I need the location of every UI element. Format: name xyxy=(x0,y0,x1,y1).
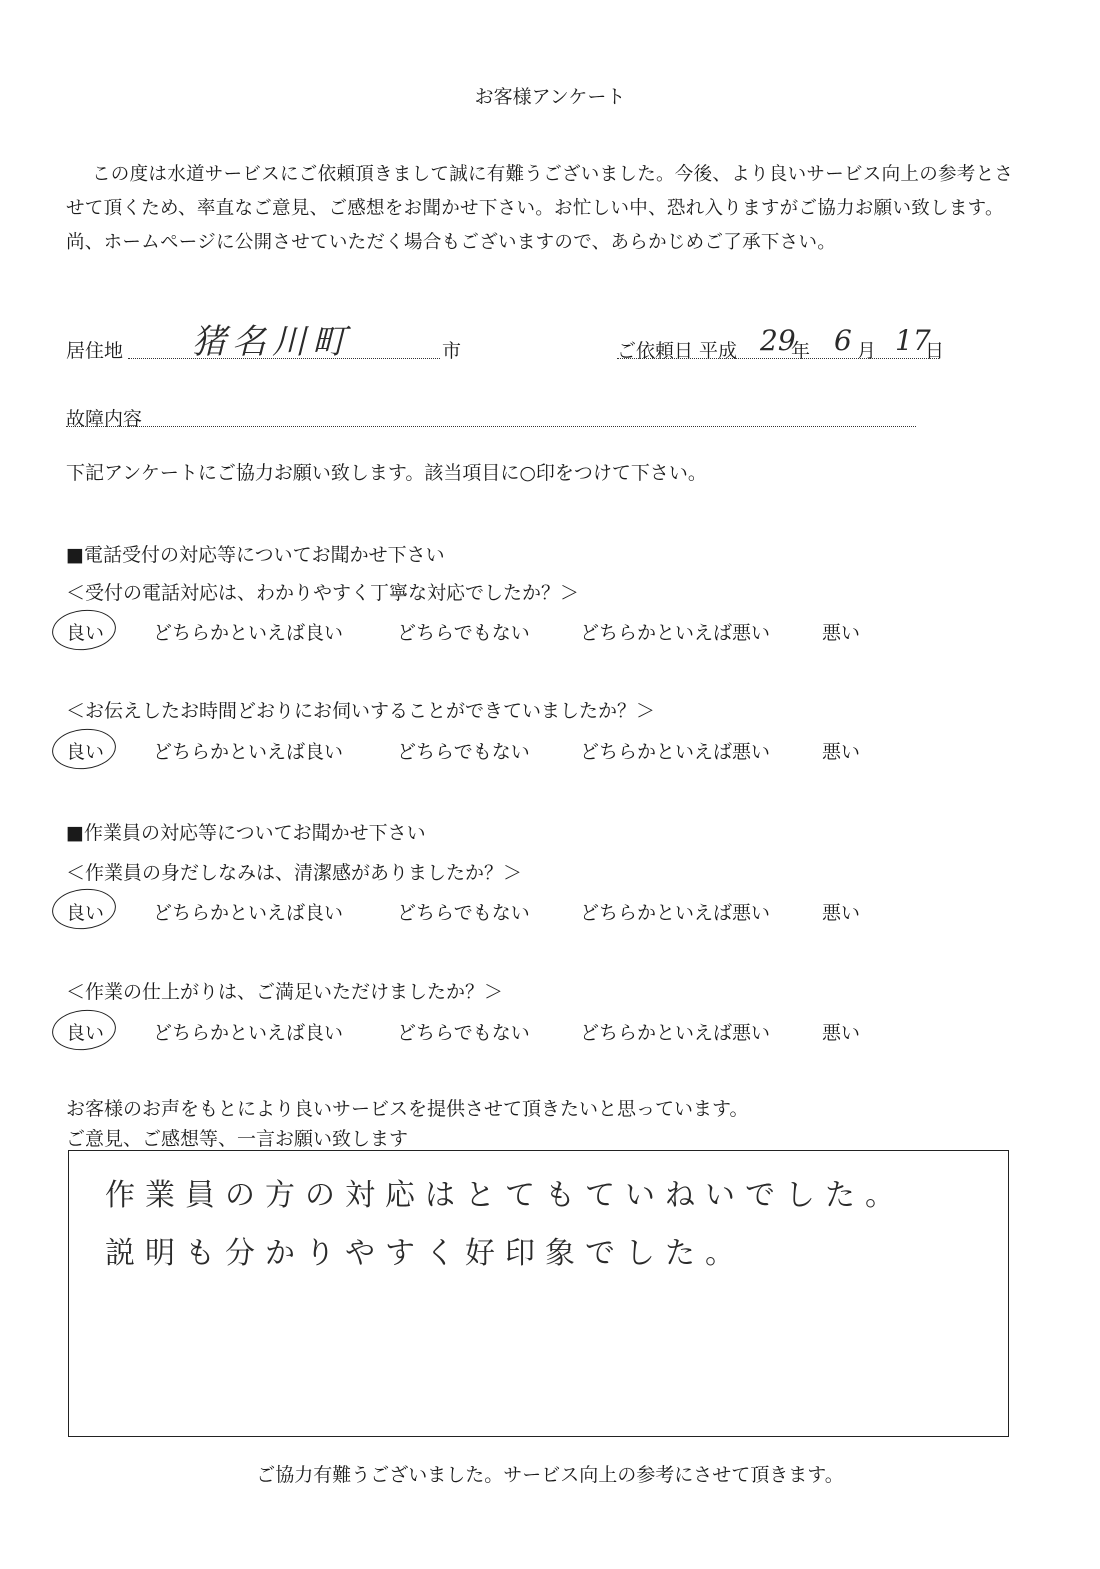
residence-value[interactable]: 猪名川町 xyxy=(192,322,352,362)
options-row xyxy=(0,1018,1100,1048)
option-neutral[interactable]: どちらでもない xyxy=(397,1022,530,1044)
option-neutral[interactable]: どちらでもない xyxy=(397,741,530,763)
residence-label: 居住地 xyxy=(66,340,124,362)
comment-prompt-line1: お客様のお声をもとにより良いサービスを提供させて頂きたいと思っています。 xyxy=(66,1098,749,1120)
request-day[interactable]: 17 xyxy=(895,324,931,357)
fault-underline xyxy=(66,420,916,427)
option-bad[interactable]: 悪い xyxy=(822,1022,861,1044)
question-work-quality: ＜作業の仕上がりは、ご満足いただけましたか？＞ xyxy=(66,981,504,1003)
request-year-unit: 年 xyxy=(791,340,811,362)
option-good[interactable]: 良い xyxy=(66,1022,105,1044)
option-good[interactable]: 良い xyxy=(66,741,105,763)
request-date-label: ご依頼日 平成 xyxy=(617,340,738,362)
options-row xyxy=(0,898,1100,928)
options-row xyxy=(0,618,1100,648)
option-good[interactable]: 良い xyxy=(66,902,105,924)
option-somewhat-bad[interactable]: どちらかといえば悪い xyxy=(580,622,771,644)
request-month[interactable]: 6 xyxy=(834,324,852,357)
option-good[interactable]: 良い xyxy=(66,622,105,644)
option-somewhat-good[interactable]: どちらかといえば良い xyxy=(153,1022,344,1044)
options-row xyxy=(0,737,1100,767)
option-somewhat-good[interactable]: どちらかといえば良い xyxy=(153,902,344,924)
request-year[interactable]: 29 xyxy=(760,324,796,357)
section-heading-phone: ■電話受付の対応等についてお聞かせ下さい xyxy=(66,544,445,566)
option-somewhat-good[interactable]: どちらかといえば良い xyxy=(153,622,344,644)
request-day-unit: 日 xyxy=(925,340,945,362)
option-somewhat-bad[interactable]: どちらかといえば悪い xyxy=(580,902,771,924)
comment-prompt-line2: ご意見、ご感想等、一言お願い致します xyxy=(66,1128,409,1150)
intro-text: この度は水道サービスにご依頼頂きまして誠に有難うございました。今後、より良いサービス向上の参考とさせて頂くため、率直なご意見、ご感想をお聞かせ下さい。お忙しい中、恐れ入りますがご協力お願い致します。尚、ホームページに公開させていただく場合もございますので、あらかじめご了承下さい。 xyxy=(66,164,1014,253)
form-title: お客様アンケート xyxy=(474,86,626,108)
residence-city-suffix: 市 xyxy=(442,340,462,362)
question-phone-clarity: ＜受付の電話対応は、わかりやすく丁寧な対応でしたか？＞ xyxy=(66,582,580,604)
option-neutral[interactable]: どちらでもない xyxy=(397,622,530,644)
option-somewhat-bad[interactable]: どちらかといえば悪い xyxy=(580,741,771,763)
option-neutral[interactable]: どちらでもない xyxy=(397,902,530,924)
instruction-text: 下記アンケートにご協力お願い致します。該当項目に○印をつけて下さい。 xyxy=(66,462,707,484)
question-arrival-time: ＜お伝えしたお時間どおりにお伺いすることができていましたか？＞ xyxy=(66,700,656,722)
option-somewhat-bad[interactable]: どちらかといえば悪い xyxy=(580,1022,771,1044)
option-bad[interactable]: 悪い xyxy=(822,902,861,924)
comment-line1: 作業員の方の対応はとてもていねいでした。 xyxy=(105,1178,905,1213)
section-heading-worker: ■作業員の対応等についてお聞かせ下さい xyxy=(66,822,426,844)
option-bad[interactable]: 悪い xyxy=(822,622,861,644)
request-month-unit: 月 xyxy=(857,340,877,362)
fault-label: 故障内容 xyxy=(66,408,143,430)
footer-thanks: ご協力有難うございました。サービス向上の参考にさせて頂きます。 xyxy=(256,1464,844,1486)
option-bad[interactable]: 悪い xyxy=(822,741,861,763)
question-worker-appearance: ＜作業員の身だしなみは、清潔感がありましたか？＞ xyxy=(66,862,523,884)
option-somewhat-good[interactable]: どちらかといえば良い xyxy=(153,741,344,763)
comment-line2: 説明も分かりやすく好印象でした。 xyxy=(105,1236,745,1271)
